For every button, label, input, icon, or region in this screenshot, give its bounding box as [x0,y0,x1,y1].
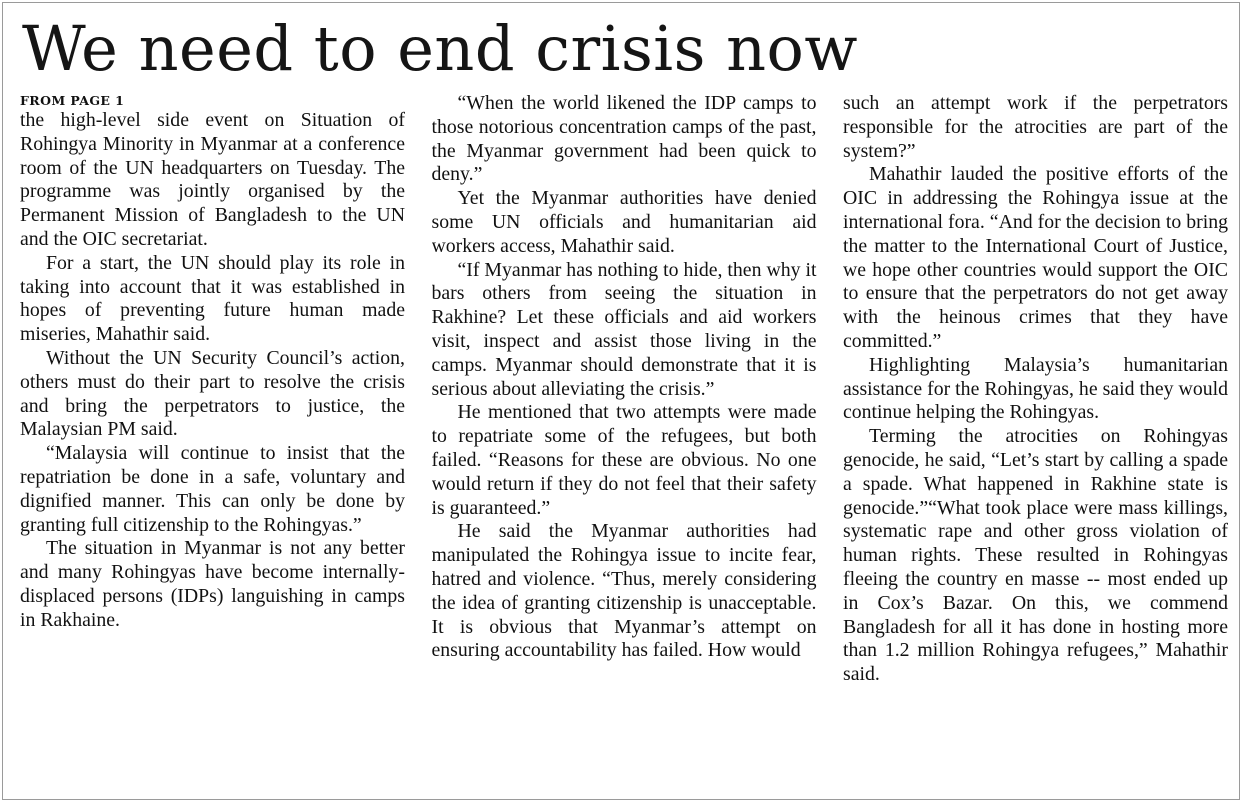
column-2 [432,92,817,792]
paragraph: Yet the Myanmar authorities have denied some UN officials and humanitarian aid workers access, Mahathir said. [431,187,817,257]
paragraph: Terming the atrocities on Rohingyas genocide, he said, “Let’s start by calling a spade a spade. What happened in Rakhine state is genocide.”“What took place were mass killings, systematic rape and other gross violation of human rights. These resulted in Rohingyas fleeing the country en masse -- most ended up in Cox’s Bazar. On this, we commend Bangladesh for all it has done in hosting more than 1.2 million Rohingya refugees,” Mahathir said. [843,425,1228,686]
paragraph: “Malaysia will continue to insist that the repatriation be done in a safe, voluntary and dignified manner. This can only be done by granting full citizenship to the Rohingyas.” [20,442,405,536]
paragraph: “If Myanmar has nothing to hide, then why it bars others from seeing the situation in Rakhine? Let these officials and aid workers visit, inspect and assist those living in the camps. Myanmar should demonstrate that it is serious about alleviating the crisis.” [431,258,817,400]
paragraph: “When the world likened the IDP camps to those notorious concentration camps of the past, the Myanmar government had been quick to deny.” [431,92,817,186]
paragraph: He said the Myanmar authorities had manipulated the Rohingya issue to incite fear, hatred and violence. “Thus, merely considering the idea of granting citizenship is unacceptable. It is obvious that Myanmar’s attempt on ensuring accountability has failed. How would [431,520,817,662]
continuation-kicker: FROM PAGE 1 [20,93,125,108]
paragraph: Highlighting Malaysia’s humanitarian assistance for the Rohingyas, he said they would continue helping the Rohingyas. [843,353,1228,424]
column-3 [843,92,1228,792]
article-columns [20,92,1228,792]
paragraph: Mahathir lauded the positive efforts of the OIC in addressing the Rohingya issue at the international fora. “And for the decision to bring the matter to the International Court of Justice, we hope other countries would support the OIC to ensure that the perpetrators do not get away with the heinous crimes that they have committed.” [843,163,1228,352]
paragraph: the high-level side event on Situation of Rohingya Minority in Myanmar at a conference room of the UN headquarters on Tuesday. The programme was jointly organised by the Permanent Mission of Bangladesh to the UN and the OIC secretariat. [20,109,405,250]
paragraph: Without the UN Security Council’s action, others must do their part to resolve the crisis and bring the perpetrators to justice, the Malaysian PM said. [20,346,405,441]
headline: We need to end crisis now [22,12,858,85]
paragraph: such an attempt work if the perpetrators responsible for the atrocities are part of the system?” [843,92,1228,162]
paragraph: For a start, the UN should play its role in taking into account that it was established in hopes of preventing future human made miseries, Mahathir said. [20,251,405,346]
paragraph: The situation in Myanmar is not any better and many Rohingyas have become internally-displaced persons (IDPs) languishing in camps in Rakhaine. [20,537,405,631]
column-1 [20,92,405,792]
paragraph: He mentioned that two attempts were made to repatriate some of the refugees, but both failed. “Reasons for these are obvious. No one would return if they do not feel that their safety is guaranteed.” [431,401,817,519]
